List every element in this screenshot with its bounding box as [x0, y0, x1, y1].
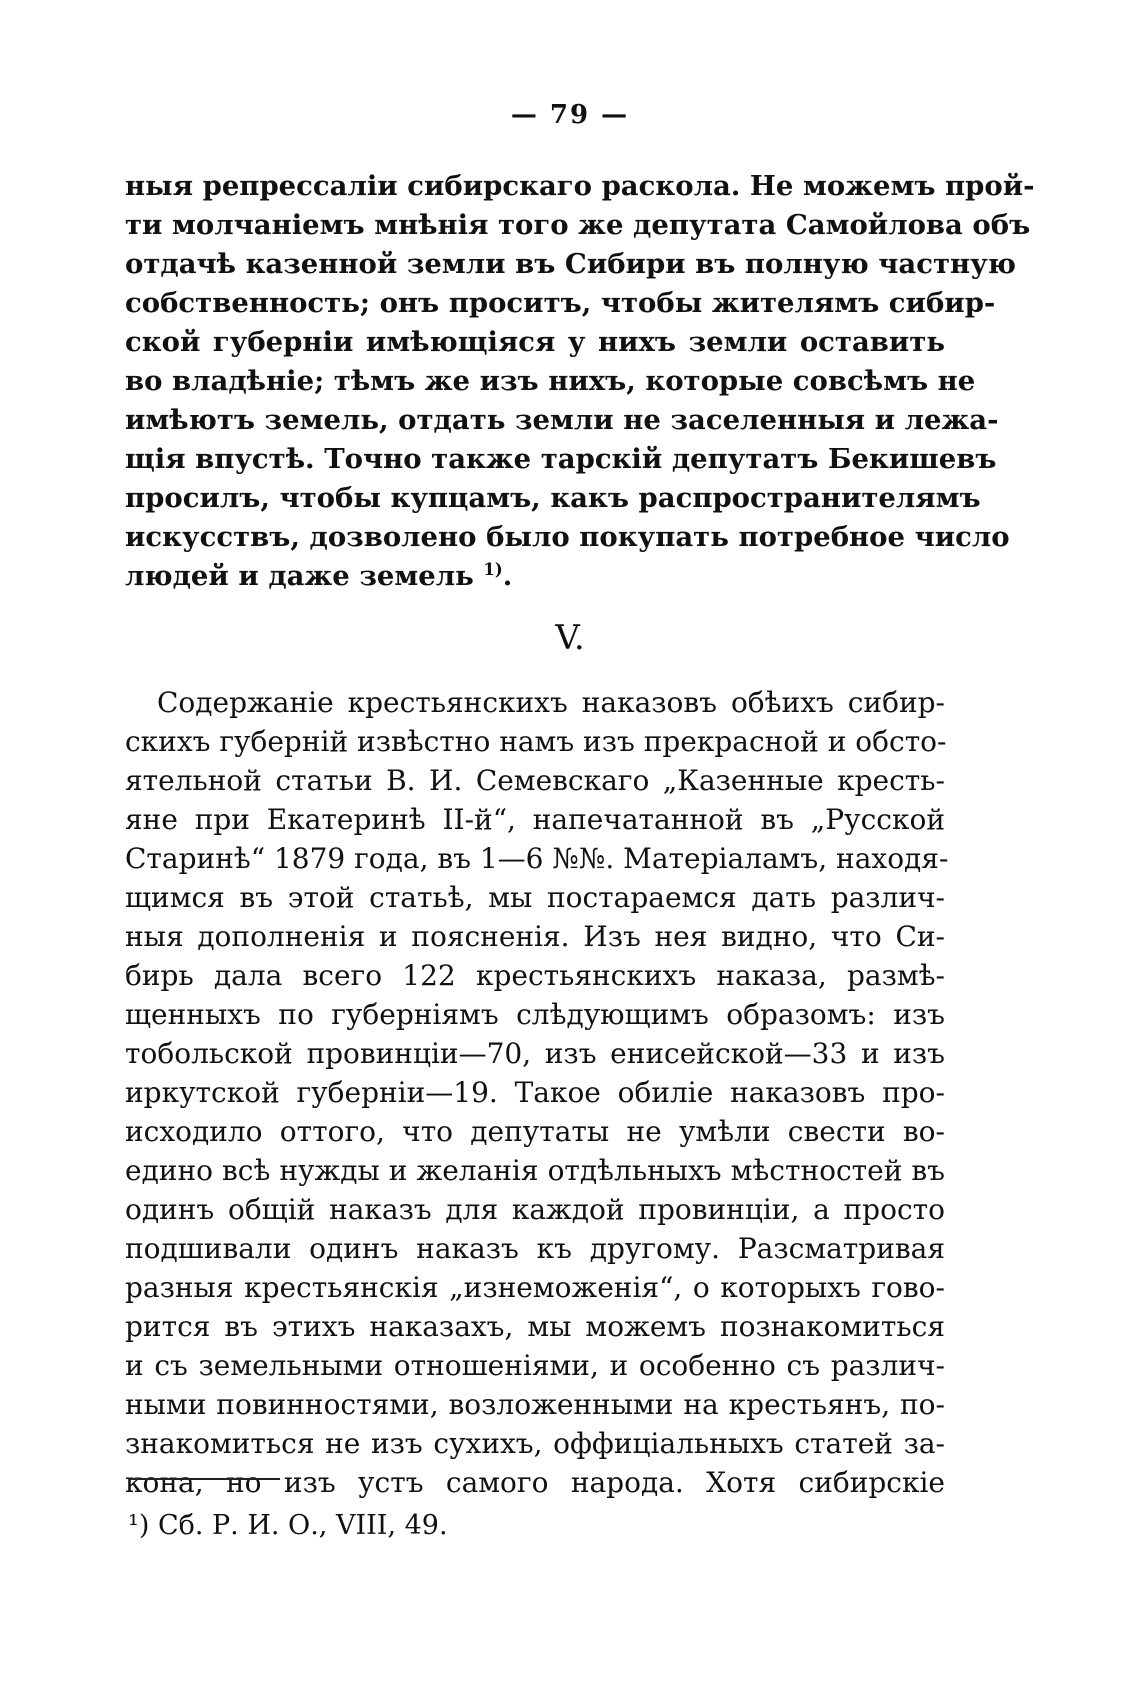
- text-line: ятельной статьи В. И. Семевскаго „Казенные кресть-: [125, 764, 945, 797]
- text-line: во владѣніе; тѣмъ же изъ нихъ, которые совсѣмъ не: [125, 365, 976, 397]
- text-line: отдачѣ казенной земли въ Сибири въ полную частную: [125, 248, 1016, 280]
- text-line: и съ земельными отношеніями, и особенно съ различ-: [125, 1349, 945, 1382]
- text-line: знакомиться не изъ сухихъ, оффиціальныхъ статей за-: [125, 1427, 945, 1460]
- text-line: едино всѣ нужды и желанія отдѣльныхъ мѣстностей въ: [125, 1154, 945, 1187]
- text-line: разныя крестьянскія „изнеможенія“, о которыхъ гово-: [125, 1271, 945, 1304]
- text-line: ти молчаніемъ мнѣнія того же депутата Самойлова объ: [125, 209, 1031, 241]
- paragraph-main: [125, 683, 949, 1502]
- page-number: — 79 —: [510, 100, 630, 130]
- footnote-divider: [130, 1478, 280, 1480]
- text-line: подшивали одинъ наказъ къ другому. Разсматривая: [125, 1232, 945, 1265]
- text-line: исходило оттого, что депутаты не умѣли свести во-: [125, 1115, 945, 1148]
- text-line: Старинѣ“ 1879 года, въ 1—6 №№. Матеріаламъ, находя-: [125, 842, 949, 875]
- text-line: собственность; онъ проситъ, чтобы жителямъ сибир-: [125, 287, 996, 319]
- text-line: тобольской провинціи—70, изъ енисейской—33 и изъ: [125, 1037, 945, 1070]
- footnote: ¹) Сб. Р. И. О., VIII, 49.: [128, 1510, 448, 1541]
- text-line: ныя репрессаліи сибирскаго раскола. Не можемъ прой-: [125, 170, 1035, 202]
- text-line: скихъ губерній извѣстно намъ изъ прекрасной и обсто-: [125, 725, 947, 758]
- section-heading: V.: [555, 618, 585, 658]
- text-line: ныя дополненія и поясненія. Изъ нея видно, что Си-: [125, 920, 945, 953]
- footnote-reference: 1): [483, 559, 503, 579]
- text-line: щія впустѣ. Точно также тарскій депутатъ Бекишевъ: [125, 443, 997, 475]
- text-line: просилъ, чтобы купцамъ, какъ распространителямъ: [125, 482, 981, 514]
- sentence-end: .: [502, 560, 513, 592]
- text-line: ными повинностями, возложенными на крестьянъ, по-: [125, 1388, 945, 1421]
- text-line: щенныхъ по губерніямъ слѣдующимъ образомъ: изъ: [125, 998, 945, 1031]
- text-line: одинъ общій наказъ для каждой провинціи, а просто: [125, 1193, 945, 1226]
- text-line-content: людей и даже земель: [125, 560, 474, 592]
- paragraph-top: [125, 167, 1035, 596]
- text-line: ской губерніи имѣющіяся у нихъ земли оставить: [125, 326, 945, 358]
- text-line: щимся въ этой статьѣ, мы постараемся дать различ-: [125, 881, 945, 914]
- text-line: искусствъ, дозволено было покупать потребное число: [125, 521, 1010, 553]
- text-line: бирь дала всего 122 крестьянскихъ наказа, размѣ-: [125, 959, 945, 992]
- text-line-last: [125, 557, 945, 596]
- text-line: яне при Екатеринѣ II-й“, напечатанной въ „Русской: [125, 803, 945, 836]
- text-line: имѣютъ земель, отдать земли не заселенныя и лежа-: [125, 404, 999, 436]
- text-line: рится въ этихъ наказахъ, мы можемъ познакомиться: [125, 1310, 945, 1343]
- text-line: иркутской губерніи—19. Такое обиліе наказовъ про-: [125, 1076, 945, 1109]
- text-line: кона, но изъ устъ самого народа. Хотя сибирскіе: [125, 1466, 945, 1499]
- text-line: Содержаніе крестьянскихъ наказовъ обѣихъ сибир-: [157, 686, 945, 719]
